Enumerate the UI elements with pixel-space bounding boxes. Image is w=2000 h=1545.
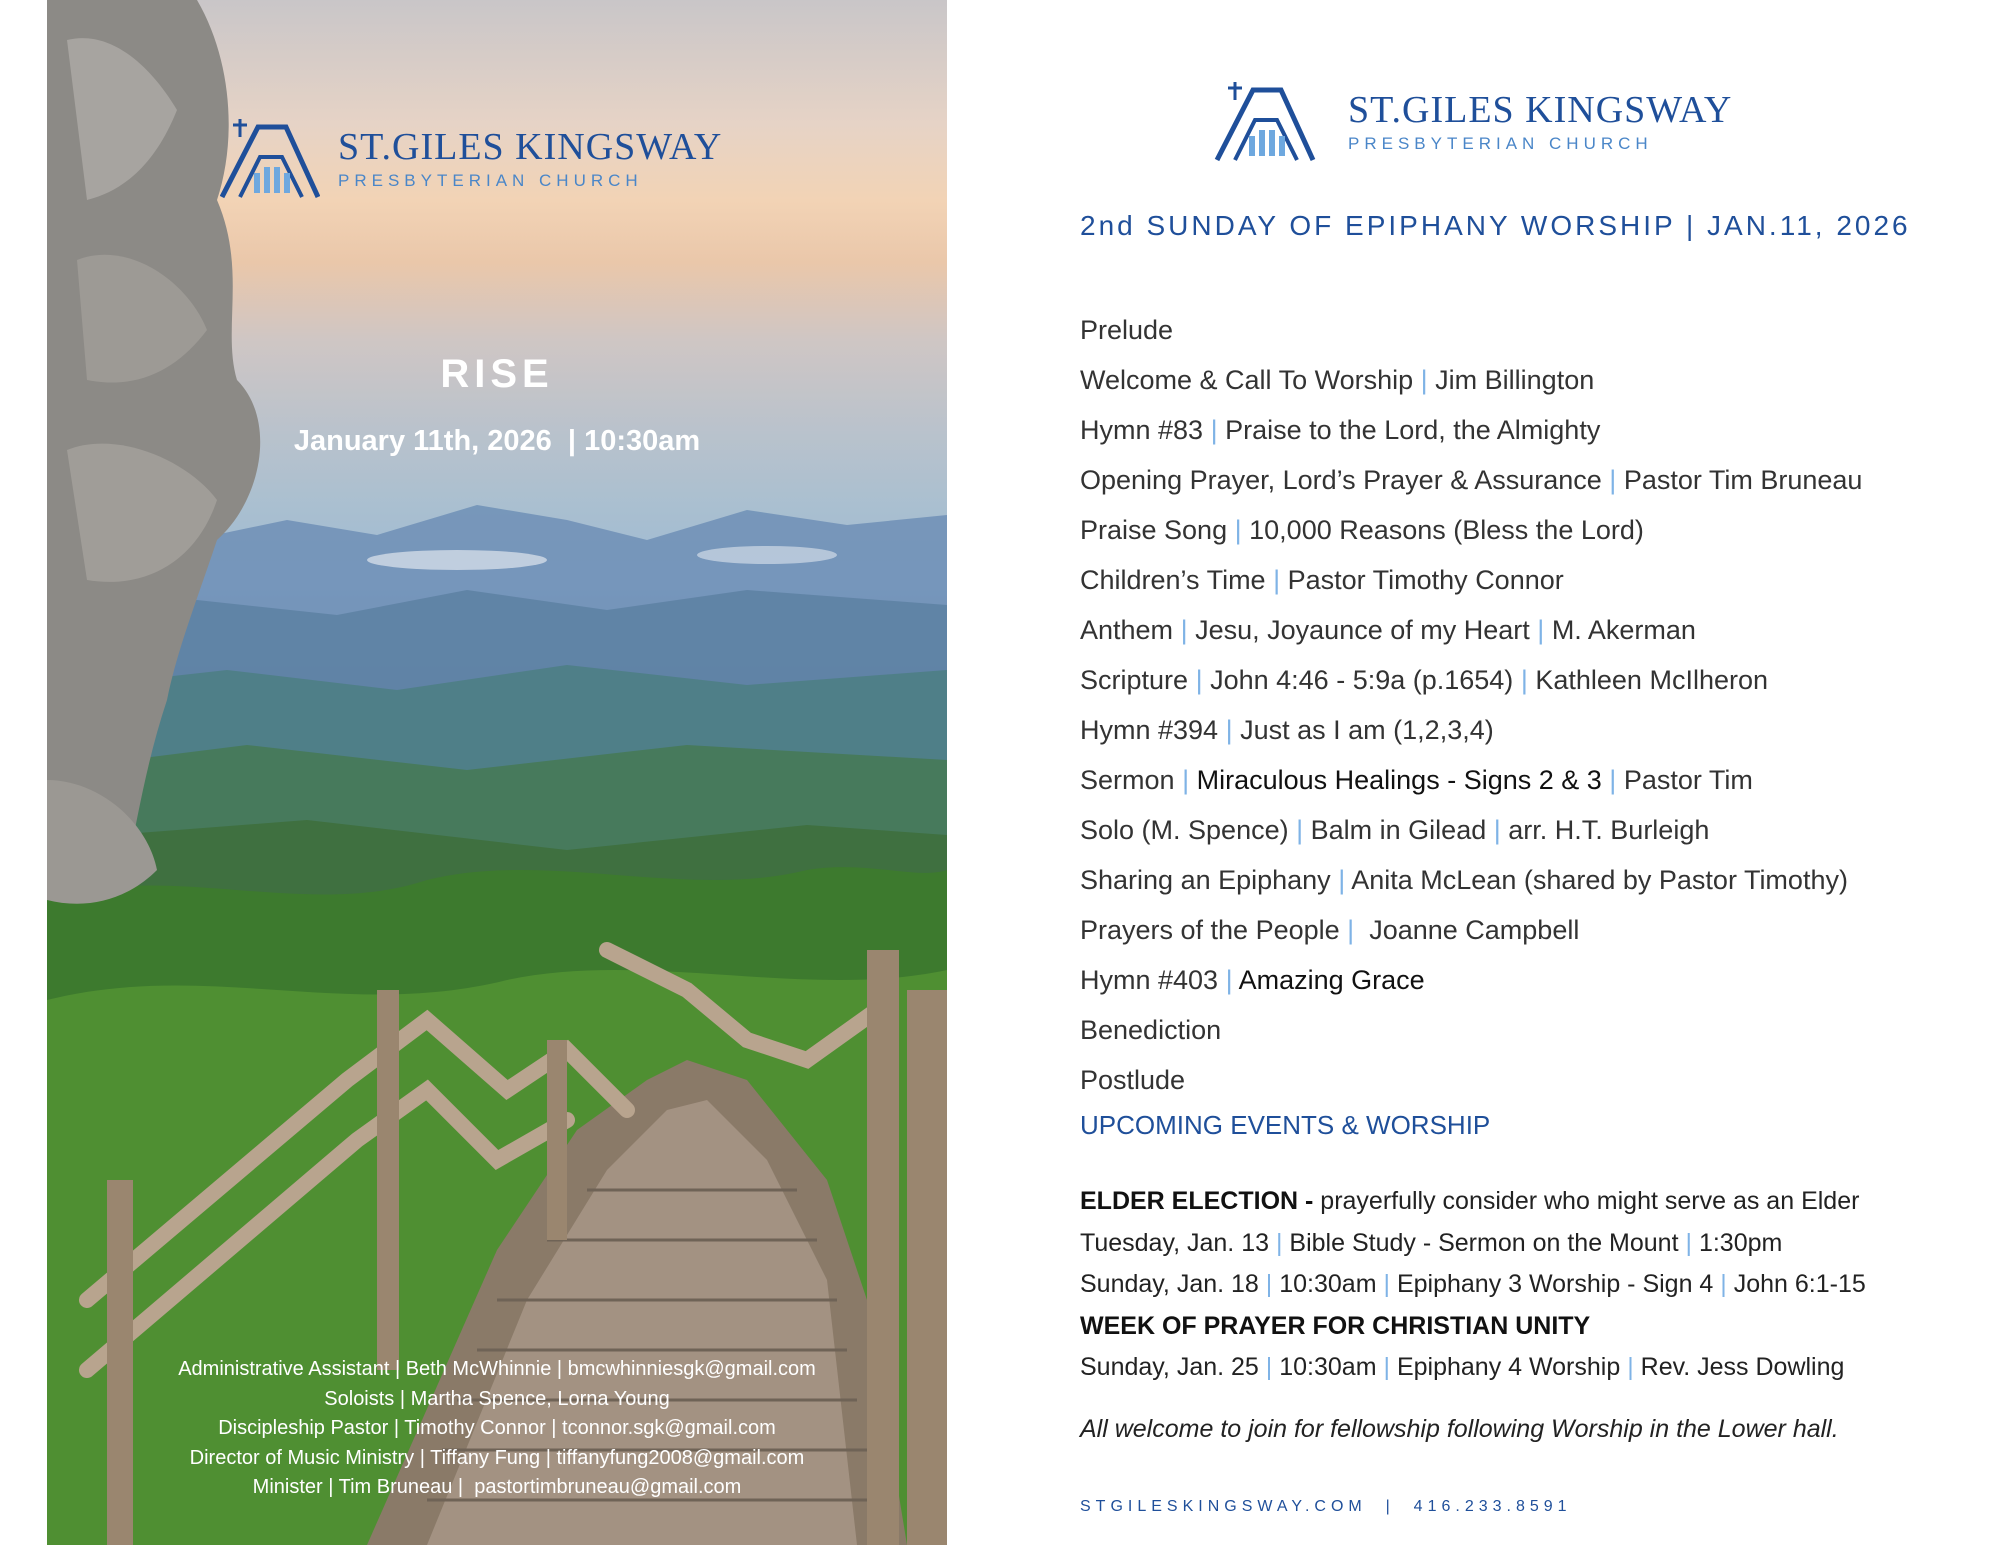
separator: | bbox=[1347, 915, 1355, 945]
event-date: Tuesday, Jan. 13 bbox=[1080, 1228, 1270, 1257]
order-of-worship bbox=[1080, 309, 1862, 1109]
order-item bbox=[1080, 609, 1862, 659]
item-title: Solo (M. Spence) bbox=[1080, 815, 1289, 845]
cover-date: January 11th, 2026 | 10:30am bbox=[293, 425, 701, 457]
event-time: 10:30am bbox=[1279, 1353, 1377, 1381]
item-detail: Praise to the Lord, the Almighty bbox=[1225, 415, 1601, 445]
order-item bbox=[1080, 509, 1862, 559]
church-name: ST.GILES KINGSWAY bbox=[1348, 89, 1733, 131]
event-reading: John 6:1-15 bbox=[1733, 1270, 1866, 1298]
event-time: 10:30am bbox=[1279, 1270, 1377, 1298]
separator: | bbox=[1493, 815, 1501, 845]
order-item bbox=[1080, 309, 1862, 359]
separator: | bbox=[1609, 465, 1617, 495]
item-title: Sharing an Epiphany bbox=[1080, 865, 1331, 895]
separator: | bbox=[1685, 1228, 1692, 1257]
event-text: Bible Study - Sermon on the Mount bbox=[1289, 1228, 1679, 1257]
order-item bbox=[1080, 459, 1862, 509]
staff-contacts bbox=[47, 1355, 947, 1503]
separator: | bbox=[1234, 515, 1242, 545]
item-credit: Pastor Tim bbox=[1623, 765, 1753, 795]
church-roof-cross-icon bbox=[220, 117, 320, 199]
event-text: prayerfully consider who might serve as an Elder bbox=[1313, 1187, 1860, 1215]
order-item bbox=[1080, 1059, 1862, 1109]
church-subtitle: PRESBYTERIAN CHURCH bbox=[338, 171, 643, 190]
events-heading: UPCOMING EVENTS & WORSHIP bbox=[1080, 1110, 1491, 1140]
item-detail: Pastor Timothy Connor bbox=[1287, 565, 1564, 595]
church-name: ST.GILES KINGSWAY bbox=[338, 126, 723, 168]
item-title: Hymn #394 bbox=[1080, 715, 1219, 745]
cover-logo bbox=[220, 117, 722, 199]
cover-title: RISE bbox=[440, 352, 554, 396]
cover-panel bbox=[47, 0, 947, 1545]
order-item bbox=[1080, 409, 1862, 459]
item-credit: Kathleen McIlheron bbox=[1535, 665, 1768, 695]
order-item bbox=[1080, 709, 1862, 759]
event-bold-label: ELDER ELECTION - bbox=[1080, 1187, 1314, 1215]
item-detail: Just as I am (1,2,3,4) bbox=[1240, 715, 1494, 745]
event-date: Sunday, Jan. 18 bbox=[1080, 1270, 1259, 1298]
events-list bbox=[1080, 1183, 1866, 1391]
event-time: 1:30pm bbox=[1698, 1228, 1783, 1257]
program-logo bbox=[1200, 80, 1732, 162]
event-tuesday bbox=[1080, 1225, 1866, 1267]
separator: | bbox=[1273, 565, 1281, 595]
event-elder-election bbox=[1080, 1183, 1866, 1225]
separator: | bbox=[1182, 765, 1190, 795]
footer-contact: STGILESKINGSWAY.COM | 416.233.8591 bbox=[1080, 1498, 1572, 1515]
event-sunday-25 bbox=[1080, 1349, 1866, 1391]
order-item bbox=[1080, 659, 1862, 709]
staff-line: Soloists | Martha Spence, Lorna Young bbox=[324, 1387, 670, 1410]
item-detail: Joanne Campbell bbox=[1361, 915, 1580, 945]
separator: | bbox=[1265, 1270, 1273, 1298]
order-item bbox=[1080, 959, 1862, 1009]
item-detail: Miraculous Healings - Signs 2 & 3 bbox=[1196, 765, 1602, 795]
fellowship-note: All welcome to join for fellowship following Worship in the Lower hall. bbox=[1080, 1415, 1839, 1443]
staff-line: Administrative Assistant | Beth McWhinnie | bmcwhinniesgk@gmail.com bbox=[178, 1358, 816, 1380]
separator: | bbox=[1275, 1228, 1283, 1257]
order-item bbox=[1080, 809, 1862, 859]
order-item bbox=[1080, 909, 1862, 959]
order-item bbox=[1080, 1009, 1862, 1059]
worship-heading: 2nd SUNDAY OF EPIPHANY WORSHIP | JAN.11, 2026 bbox=[1080, 210, 1911, 241]
church-roof-cross-icon bbox=[1200, 80, 1330, 162]
item-title: Postlude bbox=[1080, 1065, 1186, 1095]
event-date: Sunday, Jan. 25 bbox=[1080, 1353, 1259, 1381]
staff-line: Discipleship Pastor | Timothy Connor | tconnor.sgk@gmail.com bbox=[218, 1417, 776, 1439]
separator: | bbox=[1720, 1270, 1727, 1298]
order-item bbox=[1080, 559, 1862, 609]
separator: | bbox=[1210, 415, 1218, 445]
event-text: Epiphany 3 Worship - Sign 4 bbox=[1396, 1270, 1714, 1298]
item-title: Welcome & Call To Worship bbox=[1080, 365, 1414, 395]
separator: | bbox=[1627, 1353, 1634, 1381]
item-detail: 10,000 Reasons (Bless the Lord) bbox=[1249, 515, 1644, 545]
separator: | bbox=[1537, 615, 1545, 645]
item-detail: Jesu, Joyaunce of my Heart bbox=[1195, 615, 1530, 645]
item-credit: M. Akerman bbox=[1551, 615, 1696, 645]
item-title: Anthem bbox=[1080, 615, 1174, 645]
item-title: Opening Prayer, Lord’s Prayer & Assurance bbox=[1080, 465, 1602, 495]
item-detail: Pastor Tim Bruneau bbox=[1623, 465, 1863, 495]
event-speaker: Rev. Jess Dowling bbox=[1640, 1353, 1845, 1381]
order-item bbox=[1080, 359, 1862, 409]
item-title: Prelude bbox=[1080, 315, 1174, 345]
event-week-of-prayer bbox=[1080, 1308, 1866, 1350]
item-title: Scripture bbox=[1080, 665, 1189, 695]
event-sunday-18 bbox=[1080, 1266, 1866, 1308]
church-subtitle: PRESBYTERIAN CHURCH bbox=[1348, 134, 1653, 153]
separator: | bbox=[1195, 665, 1203, 695]
item-title: Sermon bbox=[1080, 765, 1175, 795]
separator: | bbox=[1225, 965, 1233, 995]
separator: | bbox=[1296, 815, 1304, 845]
item-detail: Balm in Gilead bbox=[1310, 815, 1487, 845]
event-bold-label: WEEK OF PRAYER FOR CHRISTIAN UNITY bbox=[1080, 1311, 1591, 1340]
item-detail: Amazing Grace bbox=[1238, 965, 1425, 995]
cover-photo bbox=[47, 0, 947, 1545]
separator: | bbox=[1225, 715, 1233, 745]
event-text: Epiphany 4 Worship bbox=[1396, 1353, 1621, 1381]
separator: | bbox=[1420, 365, 1428, 395]
item-title: Children’s Time bbox=[1080, 565, 1266, 595]
item-title: Benediction bbox=[1080, 1015, 1222, 1045]
item-title: Hymn #403 bbox=[1080, 965, 1219, 995]
separator: | bbox=[1338, 865, 1346, 895]
item-detail: Anita McLean (shared by Pastor Timothy) bbox=[1351, 865, 1848, 895]
separator: | bbox=[1609, 765, 1617, 795]
item-detail: Jim Billington bbox=[1435, 365, 1595, 395]
item-title: Hymn #83 bbox=[1080, 415, 1204, 445]
separator: | bbox=[1520, 665, 1528, 695]
item-credit: arr. H.T. Burleigh bbox=[1508, 815, 1710, 845]
separator: | bbox=[1265, 1353, 1273, 1381]
item-title: Prayers of the People bbox=[1080, 915, 1340, 945]
order-item bbox=[1080, 859, 1862, 909]
separator: | bbox=[1383, 1353, 1390, 1381]
staff-line: Director of Music Ministry | Tiffany Fung | tiffanyfung2008@gmail.com bbox=[189, 1446, 805, 1469]
item-detail: John 4:46 - 5:9a (p.1654) bbox=[1210, 665, 1514, 695]
separator: | bbox=[1383, 1270, 1390, 1298]
item-title: Praise Song bbox=[1080, 515, 1228, 545]
staff-line: Minister | Tim Bruneau | pastortimbruneau@gmail.com bbox=[252, 1476, 742, 1498]
order-item bbox=[1080, 759, 1862, 809]
separator: | bbox=[1180, 615, 1188, 645]
